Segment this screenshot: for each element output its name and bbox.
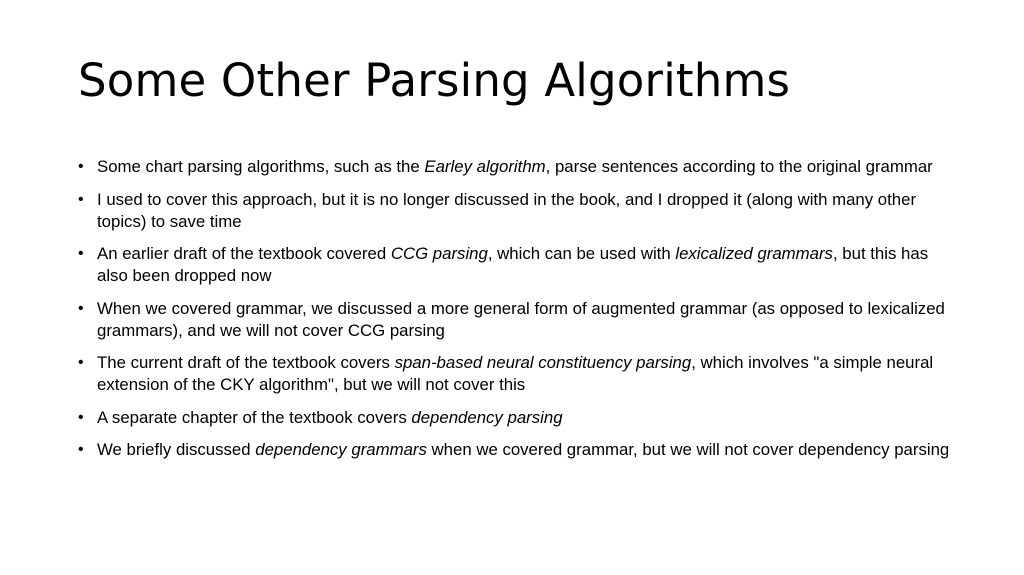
bullet-emphasis: dependency parsing	[411, 407, 563, 427]
bullet-item	[78, 352, 958, 396]
bullet-text: When we covered grammar, we discussed a more general form of augmented grammar (as opposed to lexicalized grammars), and we will not cover CCG parsing	[97, 298, 945, 340]
bullet-item	[78, 439, 958, 461]
bullet-text: Some chart parsing algorithms, such as the	[97, 157, 425, 176]
bullet-item	[78, 243, 958, 287]
bullet-item	[78, 156, 958, 178]
bullet-item	[78, 298, 958, 342]
bullet-glyph: •	[78, 408, 84, 426]
bullet-glyph: •	[78, 245, 84, 262]
bullet-text: We briefly discussed	[97, 440, 256, 459]
bullet-text: A separate chapter of the textbook covers	[97, 407, 412, 427]
bullet-item	[78, 189, 958, 233]
bullet-text: An earlier draft of the textbook covered	[97, 244, 391, 263]
bullet-text: when we covered grammar, but we will not cover dependency parsing	[426, 440, 950, 459]
bullet-text: The current draft of the textbook covers	[97, 353, 395, 372]
bullet-text: , but this has also been dropped now	[97, 244, 929, 285]
bullet-emphasis: CCG parsing	[390, 244, 488, 263]
bullet-glyph: •	[78, 441, 84, 458]
bullet-text: , which involves "a simple neural extension of the CKY algorithm", but we will not cover this	[97, 353, 934, 394]
bullet-emphasis: dependency grammars	[255, 440, 427, 459]
bullet-item	[78, 407, 958, 429]
bullet-emphasis: span-based neural constituency parsing	[394, 353, 692, 372]
bullet-emphasis: lexicalized grammars	[675, 244, 833, 263]
bullet-list	[78, 156, 958, 472]
bullet-glyph: •	[78, 354, 84, 371]
bullet-text: , which can be used with	[487, 244, 676, 263]
bullet-glyph: •	[78, 190, 84, 208]
slide-title: Some Other Parsing Algorithms	[78, 54, 791, 107]
bullet-text: , parse sentences according to the original grammar	[545, 157, 933, 176]
bullet-glyph: •	[78, 299, 84, 317]
bullet-glyph: •	[78, 158, 84, 175]
bullet-text: I used to cover this approach, but it is no longer discussed in the book, and I dropped it (along with many other topics) to save time	[97, 189, 917, 231]
bullet-emphasis: Earley algorithm	[424, 157, 546, 176]
